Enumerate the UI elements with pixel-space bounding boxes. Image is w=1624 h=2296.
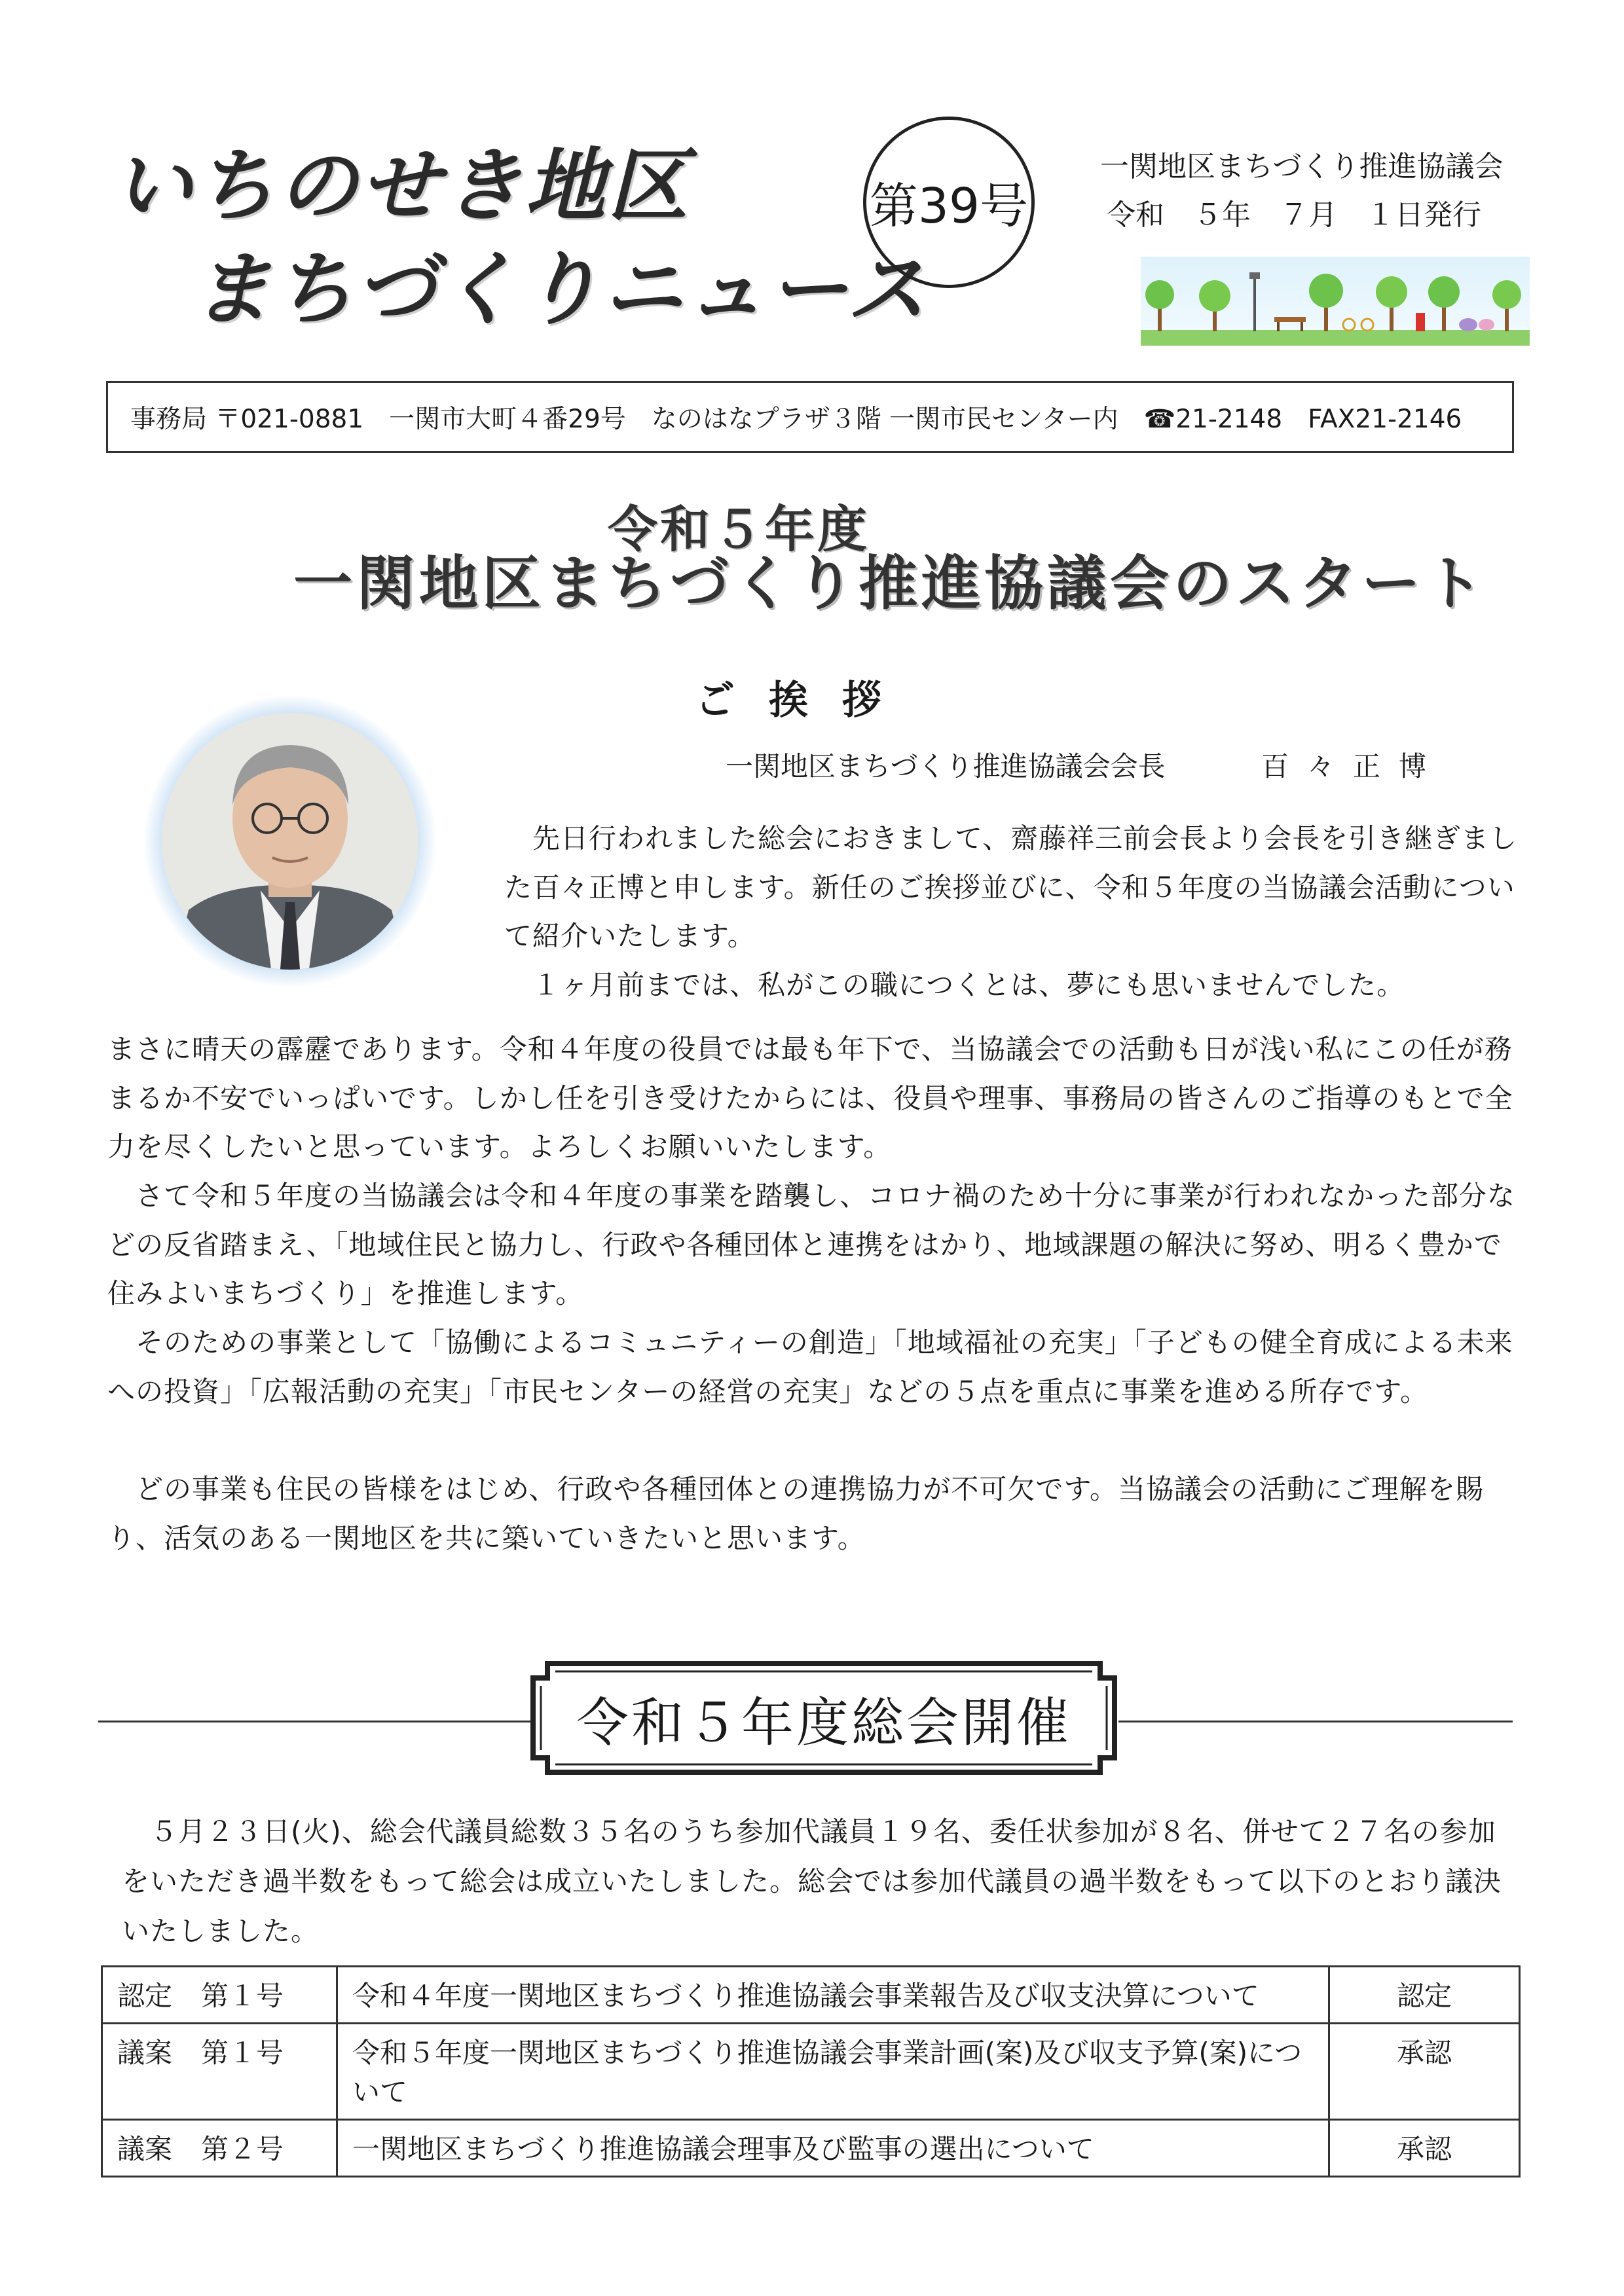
- resolution-result: 認定: [1329, 1967, 1520, 2024]
- chair-portrait: [143, 694, 437, 989]
- office-contact-box: [106, 381, 1514, 453]
- resolution-number: 第１号: [201, 1980, 284, 2012]
- chair-name: 百々正博: [1261, 750, 1445, 782]
- issue-badge: [863, 117, 1035, 288]
- meeting-paragraph: ５月２３日(火)、総会代議員総数３５名のうち参加代議員１９名、委任状参加が８名、併せて２７名の参加をいただき過半数をもって総会は成立いたしました。総会では参加代議員の過半数をもって以下のとおり議決いたしました。: [122, 1815, 1502, 1947]
- publisher-name: 一関地区まちづくり推進協議会: [1100, 150, 1504, 183]
- greeting-paragraph-5: そのための事業として「協働によるコミュニティーの創造」「地域福祉の充実」「子どもの健全育成による未来への投資」「広報活動の充実」「市民センターの経営の充実」などの５点を重点に事業を進める所存です。: [107, 1326, 1513, 1408]
- headline-main: 一関地区まちづくり推進協議会のスタート: [293, 549, 1488, 618]
- publish-date: 令和 ５年 ７月 １日発行: [1107, 198, 1481, 232]
- table-row: [102, 1967, 1520, 2024]
- resolution-subject: 一関地区まちづくり推進協議会理事及び監事の選出について: [337, 2120, 1329, 2177]
- resolution-number: 第１号: [201, 2037, 284, 2069]
- issue-number: 第39号: [869, 178, 1029, 234]
- resolution-subject: 令和５年度一関地区まちづくり推進協議会事業計画(案)及び収支予算(案)について: [337, 2024, 1329, 2120]
- resolution-kind: 議案: [117, 2133, 173, 2165]
- section-rule-right: [1118, 1721, 1513, 1722]
- masthead-title-line1: いちのせき地区: [113, 139, 690, 232]
- greeting-paragraph-4: さて令和５年度の当協議会は令和４年度の事業を踏襲し、コロナ禍のため十分に事業が行われなかった部分などの反省踏まえ、「地域住民と協力し、行政や各種団体と連携をはかり、地域課題の解決に努め、明るく豊かで住みよいまちづくり」を推進します。: [107, 1180, 1516, 1309]
- resolution-kind: 議案: [117, 2037, 173, 2069]
- resolution-result: 承認: [1329, 2120, 1520, 2177]
- office-contact-text: 事務局 〒021-0881 一関市大町４番29号 なのはなプラザ３階 一関市民センター内 ☎21-2148 FAX21-2146: [130, 405, 1462, 434]
- table-row: [102, 2024, 1520, 2120]
- table-row: [102, 2120, 1520, 2177]
- greeting-paragraph-3: まさに晴天の霹靂であります。令和４年度の役員では最も年下で、当協議会での活動も日が浅い私にこの任が務まるか不安でいっぱいです。しかし任を引き受けたからには、役員や理事、事務局の皆さんのご指導のもとで全力を尽くしたいと思っています。よろしくお願いいたします。: [107, 1033, 1513, 1163]
- section-title: 令和５年度総会開催: [576, 1692, 1071, 1753]
- masthead-title-line2: まちづくりニュース: [191, 243, 929, 336]
- greeting-title: ご挨拶: [695, 678, 915, 723]
- resolutions-table: [101, 1965, 1521, 2178]
- greeting-paragraph-1: 先日行われました総会におきまして、齋藤祥三前会長より会長を引き継ぎました百々正博と申します。新任のご挨拶並びに、令和５年度の当協議会活動について紹介いたします。: [504, 822, 1518, 952]
- greeting-paragraph-2: １ヶ月前までは、私がこの職につくとは、夢にも思いませんでした。: [504, 969, 1405, 1001]
- resolution-result: 承認: [1329, 2024, 1520, 2120]
- section-rule-left: [98, 1721, 530, 1722]
- park-illustration: [1141, 257, 1530, 346]
- resolution-kind: 認定: [117, 1980, 173, 2012]
- headline-sub: 令和５年度: [608, 500, 870, 558]
- greeting-paragraph-6: どの事業も住民の皆様をはじめ、行政や各種団体との連携協力が不可欠です。当協議会の活動にご理解を賜り、活気のある一関地区を共に築いていきたいと思います。: [107, 1473, 1484, 1554]
- resolution-subject: 令和４年度一関地区まちづくり推進協議会事業報告及び収支決算について: [337, 1967, 1329, 2024]
- resolution-number: 第２号: [201, 2133, 284, 2165]
- chair-role: 一関地区まちづくり推進協議会会長: [726, 750, 1166, 782]
